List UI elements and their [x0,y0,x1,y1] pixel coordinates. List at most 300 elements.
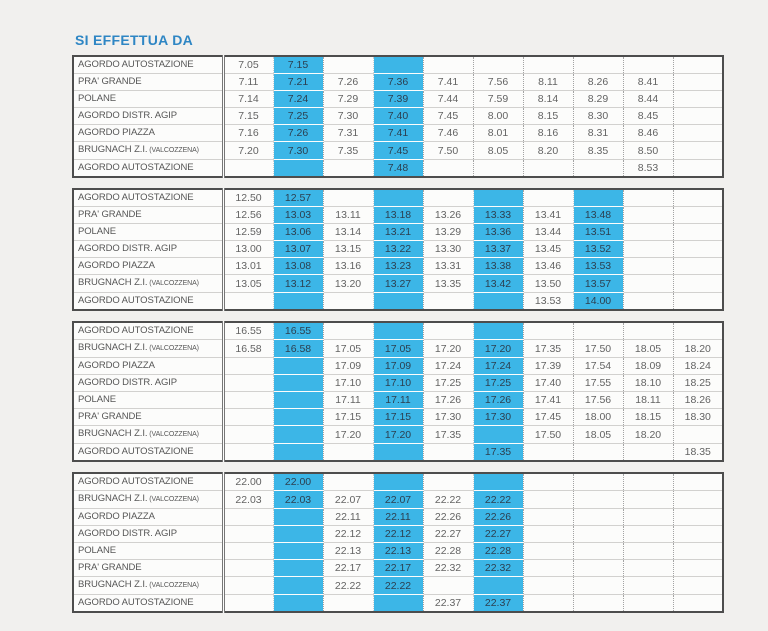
time-cell [673,241,723,258]
time-cell [323,189,373,207]
time-cell: 22.07 [323,491,373,509]
time-cell: 22.32 [423,560,473,577]
time-cell [273,526,323,543]
time-cell: 8.35 [573,142,623,160]
station-name: POLANE [78,93,116,104]
time-cell [223,543,273,560]
timetable-1 [72,55,724,178]
time-cell: 7.45 [373,142,423,160]
time-cell [223,509,273,526]
time-cell [523,595,573,613]
time-cell [673,595,723,613]
station-cell [73,91,223,108]
time-cell: 16.58 [223,340,273,358]
time-cell: 17.11 [373,392,423,409]
time-cell [673,160,723,178]
time-cell [223,358,273,375]
time-cell: 8.29 [573,91,623,108]
time-cell: 13.18 [373,207,423,224]
time-cell [473,473,523,491]
time-cell: 18.25 [673,375,723,392]
time-cell [573,160,623,178]
time-cell [423,56,473,74]
time-cell: 13.29 [423,224,473,241]
timetable-4 [72,472,724,613]
station-name: PRA' GRANDE [78,209,142,220]
time-cell: 8.05 [473,142,523,160]
time-cell: 13.16 [323,258,373,275]
station-cell [73,426,223,444]
time-cell: 7.26 [273,125,323,142]
time-cell: 8.00 [473,108,523,125]
time-cell [373,595,423,613]
time-cell [273,444,323,462]
time-cell: 13.52 [573,241,623,258]
time-cell [573,560,623,577]
time-cell: 17.25 [423,375,473,392]
table-row [73,473,723,491]
time-cell: 12.50 [223,189,273,207]
time-cell [223,392,273,409]
table-row [73,258,723,275]
time-cell [273,392,323,409]
time-cell: 22.17 [323,560,373,577]
time-cell [223,375,273,392]
time-cell [623,509,673,526]
station-name: AGORDO AUTOSTAZIONE [78,295,194,306]
time-cell [423,444,473,462]
station-name-suffix: (VALCOZZENA) [147,431,199,438]
time-cell: 22.13 [323,543,373,560]
station-name: POLANE [78,545,116,556]
time-cell [673,74,723,91]
time-cell: 22.37 [473,595,523,613]
time-cell [223,560,273,577]
time-cell: 17.26 [473,392,523,409]
station-cell [73,444,223,462]
time-cell: 14.00 [573,293,623,311]
time-cell [673,56,723,74]
time-cell [623,560,673,577]
time-cell: 18.15 [623,409,673,426]
station-name: POLANE [78,394,116,405]
time-cell [673,125,723,142]
time-cell [223,444,273,462]
time-cell [623,543,673,560]
time-cell [523,560,573,577]
time-cell [673,293,723,311]
time-cell: 13.44 [523,224,573,241]
time-cell [573,56,623,74]
time-cell: 7.15 [273,56,323,74]
time-cell: 13.06 [273,224,323,241]
time-cell [673,509,723,526]
time-cell: 7.11 [223,74,273,91]
time-cell [473,56,523,74]
time-cell: 17.20 [473,340,523,358]
station-cell [73,258,223,275]
time-cell: 7.45 [423,108,473,125]
time-cell: 13.11 [323,207,373,224]
time-cell: 17.35 [423,426,473,444]
table-row [73,392,723,409]
time-cell: 7.20 [223,142,273,160]
time-cell: 8.26 [573,74,623,91]
station-name: AGORDO AUTOSTAZIONE [78,325,194,336]
time-cell: 7.31 [323,125,373,142]
time-cell [523,509,573,526]
time-cell: 17.09 [323,358,373,375]
time-cell: 17.20 [323,426,373,444]
station-name: BRUGNACH Z.I. [78,277,148,288]
time-cell: 7.44 [423,91,473,108]
time-cell [673,275,723,293]
time-cell: 17.40 [523,375,573,392]
time-cell: 13.03 [273,207,323,224]
time-cell: 22.26 [423,509,473,526]
time-cell [323,322,373,340]
time-cell: 17.50 [523,426,573,444]
time-cell [573,491,623,509]
table-row [73,207,723,224]
time-cell: 17.10 [373,375,423,392]
time-cell: 13.48 [573,207,623,224]
table-row [73,142,723,160]
time-cell: 22.22 [323,577,373,595]
time-cell: 22.22 [423,491,473,509]
time-cell [673,322,723,340]
time-cell [573,322,623,340]
time-cell: 13.01 [223,258,273,275]
station-name: AGORDO DISTR. AGIP [78,377,178,388]
station-cell [73,375,223,392]
time-cell: 7.56 [473,74,523,91]
table-row [73,74,723,91]
table-row [73,91,723,108]
table-row [73,409,723,426]
station-cell [73,160,223,178]
time-cell [573,509,623,526]
time-cell: 7.59 [473,91,523,108]
time-cell: 13.31 [423,258,473,275]
time-cell: 22.28 [473,543,523,560]
time-cell: 13.53 [573,258,623,275]
time-cell: 7.40 [373,108,423,125]
time-cell [373,473,423,491]
station-cell [73,560,223,577]
time-cell: 13.07 [273,241,323,258]
time-cell: 7.16 [223,125,273,142]
table-row [73,340,723,358]
time-cell: 18.00 [573,409,623,426]
station-name: AGORDO AUTOSTAZIONE [78,597,194,608]
time-cell [323,160,373,178]
time-cell [423,473,473,491]
time-cell [423,160,473,178]
time-cell [623,322,673,340]
time-cell [573,189,623,207]
time-cell [373,444,423,462]
station-name: BRUGNACH Z.I. [78,342,148,353]
time-cell [273,509,323,526]
time-cell: 17.41 [523,392,573,409]
time-cell [223,526,273,543]
station-cell [73,108,223,125]
time-cell [573,595,623,613]
table-row [73,491,723,509]
time-cell: 13.45 [523,241,573,258]
table-row [73,560,723,577]
station-cell [73,509,223,526]
time-cell: 18.05 [623,340,673,358]
time-cell: 22.17 [373,560,423,577]
time-cell [323,56,373,74]
station-name: BRUGNACH Z.I. [78,579,148,590]
station-cell [73,577,223,595]
time-cell: 8.30 [573,108,623,125]
time-cell [573,577,623,595]
time-cell: 17.20 [373,426,423,444]
time-cell: 13.51 [573,224,623,241]
time-cell: 13.00 [223,241,273,258]
time-cell: 18.20 [623,426,673,444]
time-cell [673,473,723,491]
station-name-suffix: (VALCOZZENA) [147,582,199,589]
station-cell [73,322,223,340]
station-cell [73,392,223,409]
time-cell [623,189,673,207]
table-row [73,293,723,311]
time-cell: 7.14 [223,91,273,108]
time-cell: 12.57 [273,189,323,207]
time-cell: 22.03 [223,491,273,509]
time-cell [523,322,573,340]
station-name: POLANE [78,226,116,237]
time-cell: 13.26 [423,207,473,224]
time-cell [623,56,673,74]
time-cell [473,577,523,595]
time-cell: 13.30 [423,241,473,258]
time-cell: 13.46 [523,258,573,275]
time-cell: 16.58 [273,340,323,358]
time-cell: 17.26 [423,392,473,409]
time-cell [673,207,723,224]
time-cell [573,444,623,462]
table-row [73,224,723,241]
time-cell: 17.10 [323,375,373,392]
time-cell: 13.05 [223,275,273,293]
time-cell: 17.56 [573,392,623,409]
time-cell: 22.32 [473,560,523,577]
table-row [73,322,723,340]
time-cell: 13.08 [273,258,323,275]
time-cell: 17.35 [473,444,523,462]
station-cell [73,293,223,311]
table-row [73,56,723,74]
time-cell: 22.27 [473,526,523,543]
station-name: AGORDO PIAZZA [78,511,155,522]
time-cell: 13.21 [373,224,423,241]
time-cell: 22.07 [373,491,423,509]
time-cell: 18.20 [673,340,723,358]
time-cell: 7.39 [373,91,423,108]
time-cell: 18.05 [573,426,623,444]
station-cell [73,340,223,358]
time-cell [273,577,323,595]
time-cell [273,358,323,375]
time-cell [673,526,723,543]
time-cell [573,543,623,560]
table-row [73,375,723,392]
station-cell [73,409,223,426]
time-cell [423,577,473,595]
time-cell [673,560,723,577]
station-cell [73,241,223,258]
timetable-2 [72,188,724,311]
time-cell: 17.05 [323,340,373,358]
station-name-suffix: (VALCOZZENA) [147,280,199,287]
time-cell: 13.23 [373,258,423,275]
time-cell [273,543,323,560]
time-cell: 13.20 [323,275,373,293]
time-cell: 17.50 [573,340,623,358]
time-cell: 22.03 [273,491,323,509]
time-cell: 17.30 [473,409,523,426]
time-cell: 8.15 [523,108,573,125]
time-cell [523,577,573,595]
station-cell [73,189,223,207]
time-cell [673,142,723,160]
time-cell [223,426,273,444]
time-cell: 13.53 [523,293,573,311]
time-cell: 8.31 [573,125,623,142]
table-row [73,125,723,142]
station-name-suffix: (VALCOZZENA) [147,496,199,503]
time-cell: 13.15 [323,241,373,258]
time-cell [623,491,673,509]
time-cell: 8.01 [473,125,523,142]
time-cell [673,491,723,509]
time-cell [673,577,723,595]
time-cell [273,160,323,178]
time-cell [323,595,373,613]
time-cell: 7.30 [323,108,373,125]
time-cell [273,560,323,577]
time-cell: 8.44 [623,91,673,108]
time-cell [473,189,523,207]
time-cell [223,595,273,613]
time-cell [473,322,523,340]
time-cell: 18.09 [623,358,673,375]
station-name: PRA' GRANDE [78,76,142,87]
time-cell: 7.25 [273,108,323,125]
station-name: AGORDO AUTOSTAZIONE [78,192,194,203]
timetable-3 [72,321,724,462]
station-name: BRUGNACH Z.I. [78,493,148,504]
time-cell: 8.20 [523,142,573,160]
time-cell: 22.27 [423,526,473,543]
table-row [73,444,723,462]
time-cell: 7.46 [423,125,473,142]
time-cell [523,526,573,543]
time-cell: 17.09 [373,358,423,375]
time-cell: 7.29 [323,91,373,108]
time-cell: 7.41 [423,74,473,91]
time-cell [423,322,473,340]
time-cell [623,526,673,543]
timetable-page [72,32,724,623]
station-cell [73,74,223,91]
time-cell [273,409,323,426]
table-row [73,543,723,560]
time-cell [523,543,573,560]
time-cell: 7.26 [323,74,373,91]
time-cell: 13.12 [273,275,323,293]
time-cell: 17.20 [423,340,473,358]
time-cell [523,189,573,207]
time-cell: 22.12 [373,526,423,543]
station-cell [73,543,223,560]
time-cell [273,293,323,311]
page-title: SI EFFETTUA DA [75,32,194,48]
time-cell [273,595,323,613]
time-cell [623,444,673,462]
time-cell: 12.56 [223,207,273,224]
table-row [73,509,723,526]
time-cell: 13.37 [473,241,523,258]
time-cell [673,543,723,560]
time-cell [473,426,523,444]
time-cell [323,444,373,462]
station-name: AGORDO DISTR. AGIP [78,110,178,121]
time-cell: 13.22 [373,241,423,258]
time-cell [423,189,473,207]
time-cell [223,409,273,426]
time-cell: 8.11 [523,74,573,91]
time-cell [323,293,373,311]
time-cell: 13.38 [473,258,523,275]
time-cell: 17.45 [523,409,573,426]
station-cell [73,207,223,224]
station-cell [73,473,223,491]
station-name: PRA' GRANDE [78,411,142,422]
time-cell [523,444,573,462]
station-name: AGORDO PIAZZA [78,127,155,138]
time-cell: 12.59 [223,224,273,241]
table-row [73,275,723,293]
time-cell: 17.24 [423,358,473,375]
time-cell [673,258,723,275]
time-cell: 22.22 [373,577,423,595]
table-row [73,426,723,444]
time-cell: 7.36 [373,74,423,91]
time-cell: 7.21 [273,74,323,91]
station-cell [73,595,223,613]
station-cell [73,275,223,293]
time-cell [673,91,723,108]
station-name-suffix: (VALCOZZENA) [147,147,199,154]
time-cell [373,293,423,311]
time-cell: 8.16 [523,125,573,142]
time-cell: 18.24 [673,358,723,375]
time-cell: 7.30 [273,142,323,160]
station-cell [73,56,223,74]
time-cell: 17.15 [373,409,423,426]
time-cell [623,275,673,293]
table-row [73,358,723,375]
time-cell: 22.22 [473,491,523,509]
time-cell [523,160,573,178]
